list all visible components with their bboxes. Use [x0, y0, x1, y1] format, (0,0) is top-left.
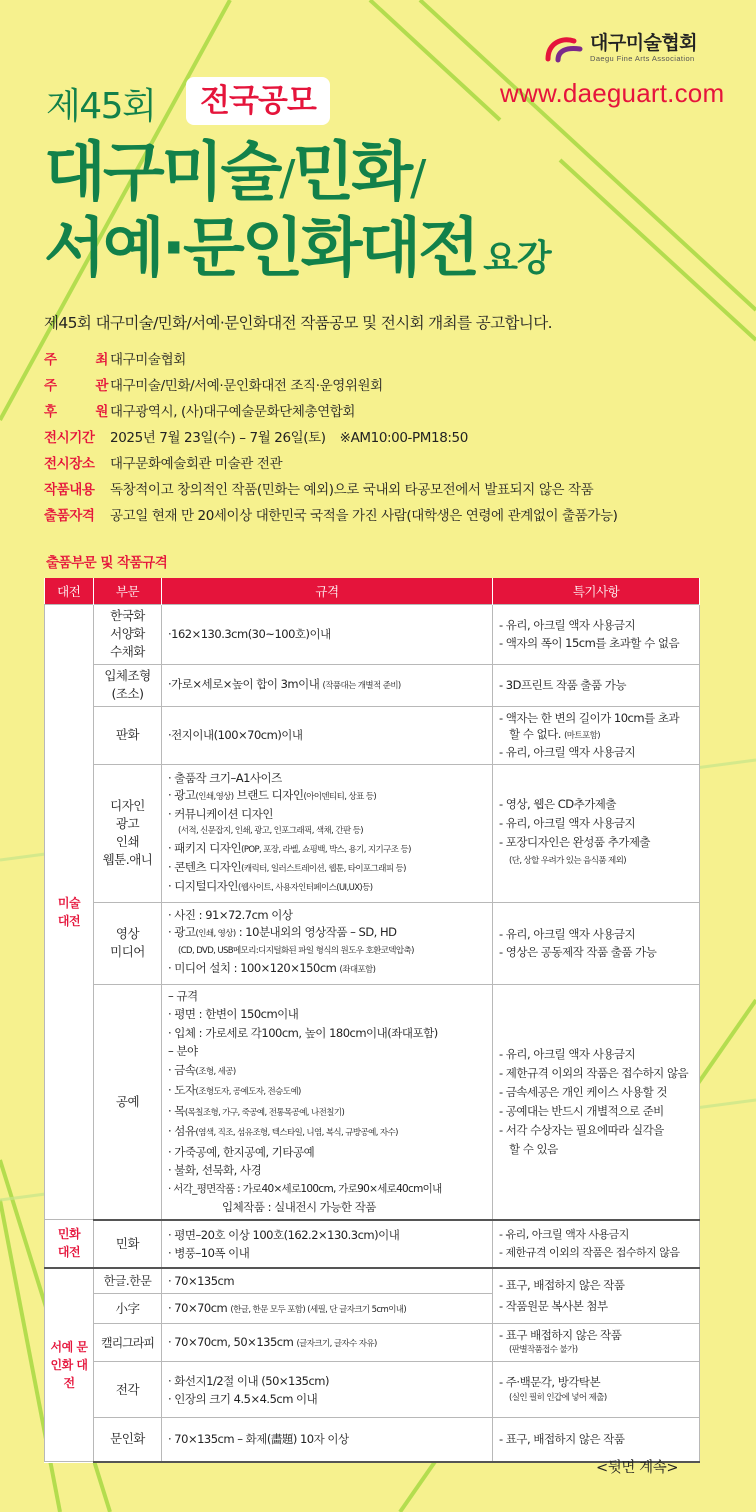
spec-small: (염색, 직조, 섬유조형, 텍스타일, 니염, 복식, 규방공예, 자수): [195, 1128, 398, 1138]
info-label-period: 전시기간: [44, 430, 95, 446]
spec-line: · 평면 : 한변이 150cm이내: [168, 1007, 299, 1021]
spec-line: · 인장의 크기 4.5×4.5cm 이내: [168, 1391, 318, 1406]
info-value-venue: 대구문화예술회관 미술관 전관: [110, 456, 283, 472]
spec-cell: ·162×130.3cm(30~100호)이내: [162, 604, 493, 664]
table-row: [45, 1362, 700, 1418]
note-line: - 영상은 공동제작 작품 출품 가능: [499, 945, 657, 959]
spec-small: (좌대포함): [339, 965, 376, 975]
note-line: (판별작품접수 불가): [509, 1344, 578, 1355]
category-calligraphy-label: 서예 문인화 대전: [50, 1339, 88, 1390]
spec-line: [168, 787, 486, 806]
division-cell: [94, 664, 162, 706]
spec-text: · 도자: [168, 1083, 196, 1097]
spec-small: (조형도자, 공예도자, 전승도예): [195, 1087, 301, 1097]
spec-line: · 불화, 선묵화, 사경: [168, 1163, 262, 1177]
division-cell: 판화: [94, 706, 162, 764]
spec-text: · 미디어 설치 : 100×120×150cm: [168, 961, 337, 975]
spec-line: [168, 840, 486, 859]
note-cell: [493, 764, 700, 902]
spec-cell: [162, 764, 493, 902]
spec-small: (웹사이트, 사용자인터페이스(UI,UX)등): [237, 882, 373, 893]
note-cell: - 표구, 배접하지 않은 작품: [493, 1418, 700, 1462]
note-line: - 주·백문각, 방각탁본: [499, 1374, 601, 1389]
division-cell: 문인화: [94, 1418, 162, 1462]
title-part-art: 대구미술: [44, 136, 280, 210]
category-minhwa: [45, 1220, 94, 1268]
note-line: - 공예대는 반드시 개별적으로 준비: [499, 1103, 664, 1118]
note-line: - 표구 배접하지 않은 작품: [499, 1327, 622, 1342]
info-row-content: [44, 477, 617, 503]
info-list: [44, 347, 617, 529]
table-row: [45, 902, 700, 984]
division-label: 영상 미디어: [110, 926, 145, 959]
spec-line: · 가죽공예, 한지공예, 기타공예: [168, 1144, 315, 1159]
spec-line: [168, 960, 486, 979]
division-cell: 小字: [94, 1294, 162, 1324]
spec-text: 브랜드 디자인: [233, 787, 304, 802]
note-line: - 유리, 아크릴 액자 사용금지: [499, 618, 636, 632]
logo-name-en: Daegu Fine Arts Association: [590, 54, 695, 63]
info-row-sponsor: [44, 399, 617, 425]
spec-line: [168, 859, 486, 878]
spec-cell: [162, 984, 493, 1220]
table-row: [45, 1220, 700, 1268]
header-division: 부문: [94, 578, 162, 604]
note-cell: [493, 1220, 700, 1268]
note-cell: [493, 902, 700, 984]
spec-cell: ·전지이내(100×70cm)이내: [162, 706, 493, 764]
spec-cell: · 70×135cm – 화제(畵題) 10자 이상: [162, 1418, 493, 1462]
note-line: [499, 726, 693, 744]
header-category: 대전: [45, 578, 94, 604]
announcement-text: 제45회 대구미술/민화/서예·문인화대전 작품공모 및 전시회 개최를 공고합니다.: [44, 314, 552, 332]
division-cell: 민화: [94, 1220, 162, 1268]
title-slash: /: [410, 150, 424, 206]
spec-text: : 10분내외의 영상작품 – SD, HD: [235, 925, 397, 939]
note-line: - 서각 수상자는 필요에따라 실각을: [499, 1122, 664, 1137]
note-line: - 작품원문 복사본 첨부: [499, 1298, 608, 1313]
note-cell: [493, 1324, 700, 1362]
spec-line: [168, 1102, 486, 1123]
spec-cell: [162, 1294, 493, 1324]
note-line: - 유리, 아크릴 액자 사용금지: [499, 745, 636, 759]
table-header-row: [45, 578, 700, 604]
spec-line: – 규격: [168, 988, 198, 1003]
spec-small: (POP, 포장, 라벨, 쇼핑백, 박스, 용기, 지기구조 등): [241, 844, 411, 855]
info-value-host: 대구미술협회: [110, 352, 186, 368]
spec-line: 입체작품 : 실내전시 가능한 작품: [222, 1200, 376, 1214]
spec-line: · 커뮤니케이션 디자인: [168, 806, 273, 821]
spec-cell: · 70×135cm: [162, 1268, 493, 1294]
info-value-period: [110, 425, 468, 451]
division-cell: 전각: [94, 1362, 162, 1418]
spec-line: · 입체 : 가로세로 각100cm, 높이 180cm이내(좌대포함): [168, 1025, 438, 1040]
division-cell: 공예: [94, 984, 162, 1220]
table-row: [45, 1418, 700, 1462]
spec-line: [168, 1061, 486, 1082]
category-calligraphy: [45, 1268, 94, 1462]
note-cell: [493, 604, 700, 664]
note-small: (마트포함): [564, 731, 600, 741]
info-row-eligibility: [44, 503, 617, 529]
info-value-content: 독창적이고 창의적인 작품(민화는 예외)으로 국내외 타공모전에서 발표되지 않은 작품: [110, 482, 594, 498]
note-line: - 표구, 배접하지 않은 작품: [499, 1277, 625, 1292]
spec-text: ·가로×세로×높이 합이 3m이내: [168, 677, 320, 691]
spec-cell: [162, 902, 493, 984]
spec-text: · 70×70cm: [168, 1300, 228, 1315]
table-row: [45, 1324, 700, 1362]
website-url[interactable]: www.daeguart.com: [500, 78, 725, 108]
info-value-sponsor: 대구광역시, (사)대구예술문화단체총연합회: [110, 404, 356, 420]
note-line: (단, 상할 우려가 있는 음식품 제외): [509, 856, 626, 866]
note-line: - 유리, 아크릴 액자 사용금지: [499, 816, 636, 830]
division-cell: [94, 764, 162, 902]
spec-text: · 70×70cm, 50×135cm: [168, 1334, 294, 1349]
division-cell: [94, 902, 162, 984]
note-cell: [493, 1362, 700, 1418]
spec-cell: [162, 664, 493, 706]
spec-line: · 출품작 크기–A1사이즈: [168, 770, 282, 785]
note-cell: [493, 706, 700, 764]
info-label-host: 주 최: [44, 352, 108, 368]
category-art-label: 미술 대전: [57, 895, 81, 928]
continued-note: <뒷면 계속>: [596, 1460, 679, 1476]
spec-text: · 광고: [168, 925, 196, 939]
spec-text: · 목: [168, 1103, 185, 1118]
division-label: 한국화 서양화 수채화: [110, 608, 145, 659]
division-cell: 캘리그라피: [94, 1324, 162, 1362]
info-row-venue: [44, 451, 617, 477]
division-label: 입체조형 (조소): [104, 668, 151, 701]
page-title-line2: [44, 210, 551, 298]
info-row-period: [44, 425, 617, 451]
spec-line: · 서각_평면작품 : 가로40×세로100cm, 가로90×세로40cm이내: [168, 1182, 442, 1195]
spec-small: (작품대는 개별적 준비): [322, 681, 401, 691]
note-cell: - 3D프린트 작품 출품 가능: [493, 664, 700, 706]
note-line: - 액자의 폭이 15cm를 초과할 수 없음: [499, 636, 680, 650]
note-line: - 영상, 웹은 CD추가제출: [499, 797, 617, 811]
category-art: [45, 604, 94, 1220]
spec-text: · 콘텐츠 디자인: [168, 859, 242, 874]
division-cell: 한글.한문: [94, 1268, 162, 1294]
nationwide-badge: 전국공모: [186, 77, 330, 125]
spec-line: [168, 878, 486, 897]
entry-spec-table: [44, 578, 700, 1463]
title-part-minhwa: 민화: [292, 136, 411, 210]
table-row: [45, 984, 700, 1220]
spec-text: · 섬유: [168, 1124, 196, 1138]
info-label-organizer: 주 관: [44, 378, 108, 394]
spec-line: [168, 1081, 486, 1102]
title-part-calligraphy: 서예·문인화대전: [44, 212, 478, 286]
note-line: - 유리, 아크릴 액자 사용금지: [499, 1046, 636, 1061]
section-title: 출품부문 및 작품규격: [46, 555, 168, 571]
spec-text: · 광고: [168, 787, 196, 802]
table-row: [45, 1268, 700, 1294]
info-label-eligibility: 출품자격: [44, 508, 95, 524]
spec-small: (인쇄,영상): [195, 791, 234, 802]
table-row: [45, 664, 700, 706]
spec-small: (글자크기, 글자수 자유): [296, 1338, 377, 1349]
spec-small: (조형, 세공): [195, 1066, 236, 1077]
logo-name-kr: 대구미술협회: [590, 32, 698, 54]
association-logo: [544, 32, 697, 64]
note-line: - 제한규격 이외의 작품은 접수하지 않음: [499, 1245, 680, 1259]
spec-cell: [162, 1362, 493, 1418]
spec-cell: [162, 1324, 493, 1362]
spec-line: [168, 1122, 486, 1143]
info-label-sponsor: 후 원: [44, 404, 108, 420]
spec-line: · 평면–20호 이상 100호(162.2×130.3cm)이내: [168, 1227, 400, 1242]
note-line: - 포장디자인은 완성품 추가제출: [499, 835, 651, 849]
header-notes: 특기사항: [493, 578, 700, 604]
note-cell: [493, 984, 700, 1220]
period-hours: ※AM10:00-PM18:50: [339, 430, 468, 446]
spec-line: (서적, 신문잡지, 인쇄, 광고, 인포그래픽, 색채, 간판 등): [178, 825, 363, 836]
spec-small: (아이덴티티, 상표 등): [303, 791, 377, 802]
title-slash: /: [279, 150, 293, 206]
info-label-venue: 전시장소: [44, 456, 95, 472]
info-row-organizer: [44, 373, 617, 399]
note-line: (실인 필히 인갑에 넣어 제출): [509, 1392, 607, 1403]
spec-cell: [162, 1220, 493, 1268]
spec-line: · 화선지1/2절 이내 (50×135cm): [168, 1373, 330, 1388]
note-line: - 유리, 아크릴 액자 사용금지: [499, 1227, 629, 1241]
spec-small: (한글, 한문 모두 포함) (세필, 단 글자크기 5cm이내): [230, 1304, 407, 1315]
logo-mark-icon: [544, 33, 584, 63]
info-value-eligibility: 공고일 현재 만 20세이상 대한민국 국적을 가진 사람(대학생은 연령에 관계없이 출품가능): [110, 508, 618, 524]
division-cell: [94, 604, 162, 664]
spec-small: (목칠조형, 가구, 죽공예, 전통목공예, 나전칠기): [184, 1107, 345, 1118]
spec-line: · 사진 : 91×72.7cm 이상: [168, 908, 293, 922]
table-row: [45, 764, 700, 902]
spec-text: · 금속: [168, 1062, 196, 1077]
spec-line: (CD, DVD, USB메모리:디지털화된 파일 형식의 원도우 호환코덱압축): [178, 946, 414, 956]
note-line: - 유리, 아크릴 액자 사용금지: [499, 927, 636, 941]
edition-number: 제45회: [46, 86, 156, 127]
info-label-content: 작품내용: [44, 482, 95, 498]
note-text: 할 수 없다.: [509, 727, 561, 741]
info-value-organizer: 대구미술/민화/서예·문인화대전 조직·운영위원회: [110, 378, 383, 394]
header-spec: 규격: [162, 578, 493, 604]
note-line: - 액자는 한 변의 길이가 10cm를 초과: [499, 711, 680, 725]
spec-text: · 디지털디자인: [168, 878, 238, 893]
period-dates: 2025년 7월 23일(수) – 7월 26일(토): [110, 430, 326, 446]
division-label: 디자인 광고 인쇄 웹툰.애니: [102, 798, 153, 867]
spec-line: · 병풍–10폭 이내: [168, 1245, 250, 1260]
info-row-host: [44, 347, 617, 373]
page-title-line1: [44, 134, 423, 217]
title-suffix: 요강: [483, 238, 551, 279]
note-cell: [493, 1268, 700, 1324]
note-line: - 금속세공은 개인 케이스 사용할 것: [499, 1084, 667, 1099]
note-line: 할 수 있음: [509, 1141, 558, 1156]
table-row: [45, 604, 700, 664]
spec-line: – 분야: [168, 1044, 198, 1058]
spec-line: [168, 924, 486, 943]
table-row: [45, 706, 700, 764]
note-line: - 제한규격 이외의 작품은 접수하지 않음: [499, 1065, 689, 1080]
spec-small: (인쇄, 영상): [195, 929, 236, 939]
spec-text: · 패키지 디자인: [168, 840, 242, 855]
spec-small: (캐릭터, 일러스트레이션, 웹툰, 타이포그래피 등): [241, 863, 406, 874]
category-minhwa-label: 민화 대전: [57, 1227, 81, 1260]
